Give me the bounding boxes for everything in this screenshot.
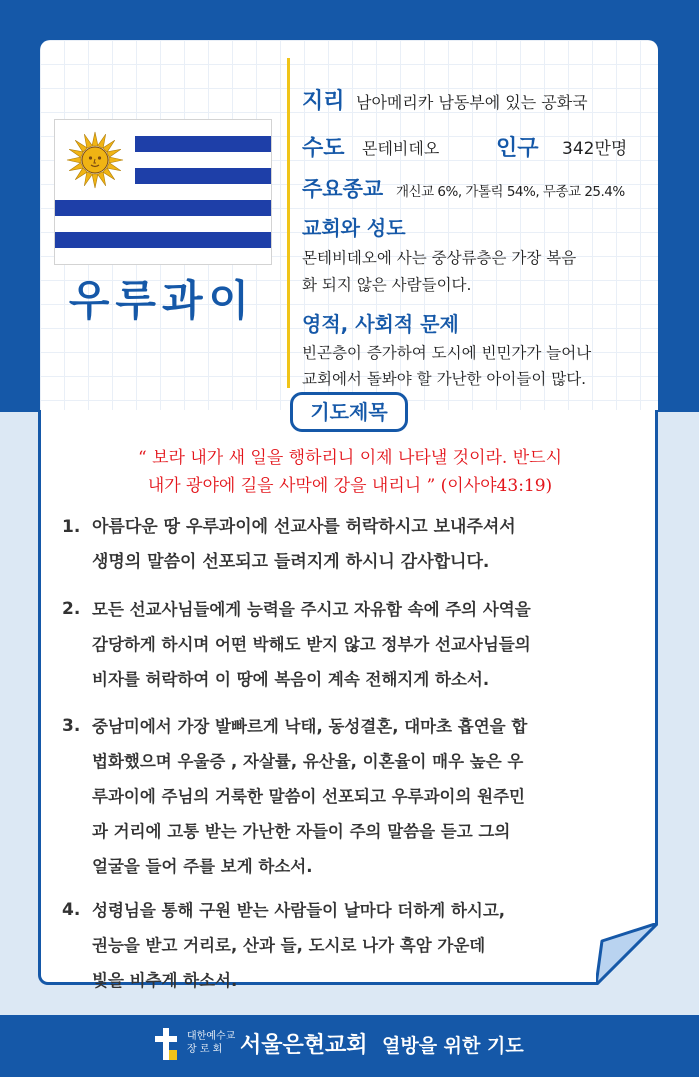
church-line: 화 되지 않은 사람들이다. [302, 276, 472, 294]
prayer-number: 3. [62, 716, 81, 736]
flag-stripe [135, 136, 271, 152]
capital-label: 수도 [302, 136, 345, 161]
prayer-line: 권능을 받고 거리로, 산과 들, 도시로 나가 흑암 가운데 [92, 936, 486, 955]
denomination-line: 장 로 회 [187, 1044, 223, 1055]
prayer-line: 생명의 말씀이 선포되고 들려지게 하시니 감사합니다. [92, 552, 490, 572]
denomination-line: 대한예수교 [187, 1031, 236, 1042]
prayer-line: 얼굴을 들어 주를 보게 하소서. [92, 857, 313, 876]
yellow-divider [287, 58, 290, 388]
prayer-number: 1. [62, 517, 81, 537]
prayer-line: 빛을 비추게 하소서. [92, 971, 238, 990]
prayer-line: 중남미에서 가장 발빠르게 낙태, 동성결혼, 대마초 흡연을 합 [92, 717, 528, 736]
prayer-line: 성령님을 통해 구원 받는 사람들이 날마다 더하게 하시고, [92, 901, 506, 920]
flag-graphic [55, 120, 271, 264]
prayer-number: 2. [62, 599, 81, 619]
flag-stripe [55, 200, 271, 216]
problems-label: 영적, 사회적 문제 [302, 312, 459, 336]
prayer-title: 기도제목 [290, 392, 408, 432]
prayer-line: 아름다운 땅 우루과이에 선교사를 허락하시고 보내주셔서 [92, 517, 516, 537]
flag-stripe [135, 168, 271, 184]
religion-value: 개신교 6%, 가톨릭 54%, 무종교 25.4% [396, 184, 625, 200]
prayer-line: 감당하게 하시며 어떤 박해도 받지 않고 정부가 선교사님들의 [92, 635, 531, 654]
problems-line: 교회에서 돌봐야 할 가난한 아이들이 많다. [302, 370, 587, 388]
prayer-line: 과 거리에 고통 받는 가난한 자들이 주의 말씀을 듣고 그의 [92, 822, 511, 841]
bible-verse [60, 444, 640, 500]
church-line: 몬테비데오에 사는 중상류층은 가장 복음 [302, 249, 577, 267]
cross-icon [155, 1028, 177, 1060]
geography-value: 남아메리카 남동부에 있는 공화국 [356, 93, 588, 112]
footer-caption: 열방을 위한 기도 [382, 1035, 524, 1057]
verse-line: 내가 광야에 길을 사막에 강을 내리니 ” (이사야43:19) [147, 476, 553, 496]
sun-of-may-icon [67, 132, 123, 188]
church-name: 서울은현교회 [240, 1033, 368, 1058]
denomination-label [187, 1030, 235, 1056]
population-value: 342만명 [562, 139, 628, 159]
prayer-number: 4. [62, 900, 81, 920]
flag-stripe [55, 232, 271, 248]
uruguay-flag [54, 119, 272, 265]
prayer-line: 모든 선교사님들에게 능력을 주시고 자유함 속에 주의 사역을 [92, 600, 531, 619]
population-label: 인구 [496, 136, 539, 161]
capital-value: 몬테비데오 [362, 139, 440, 158]
country-name: 우루과이 [68, 276, 256, 325]
religion-label: 주요종교 [302, 177, 384, 201]
verse-line: “ 보라 내가 새 일을 행하리니 이제 나타낼 것이라. 반드시 [137, 448, 562, 468]
prayer-line: 법화했으며 우울증 , 자살률, 유산율, 이혼율이 매우 높은 우 [92, 752, 524, 771]
church-label: 교회와 성도 [302, 216, 406, 240]
geography-label: 지리 [302, 89, 345, 114]
prayer-line: 루과이에 주님의 거룩한 말씀이 선포되고 우루과이의 원주민 [92, 787, 525, 806]
problems-line: 빈곤층이 증가하여 도시에 빈민가가 늘어나 [302, 344, 592, 362]
prayer-line: 비자를 허락하여 이 땅에 복음이 계속 전해지게 하소서. [92, 670, 490, 689]
